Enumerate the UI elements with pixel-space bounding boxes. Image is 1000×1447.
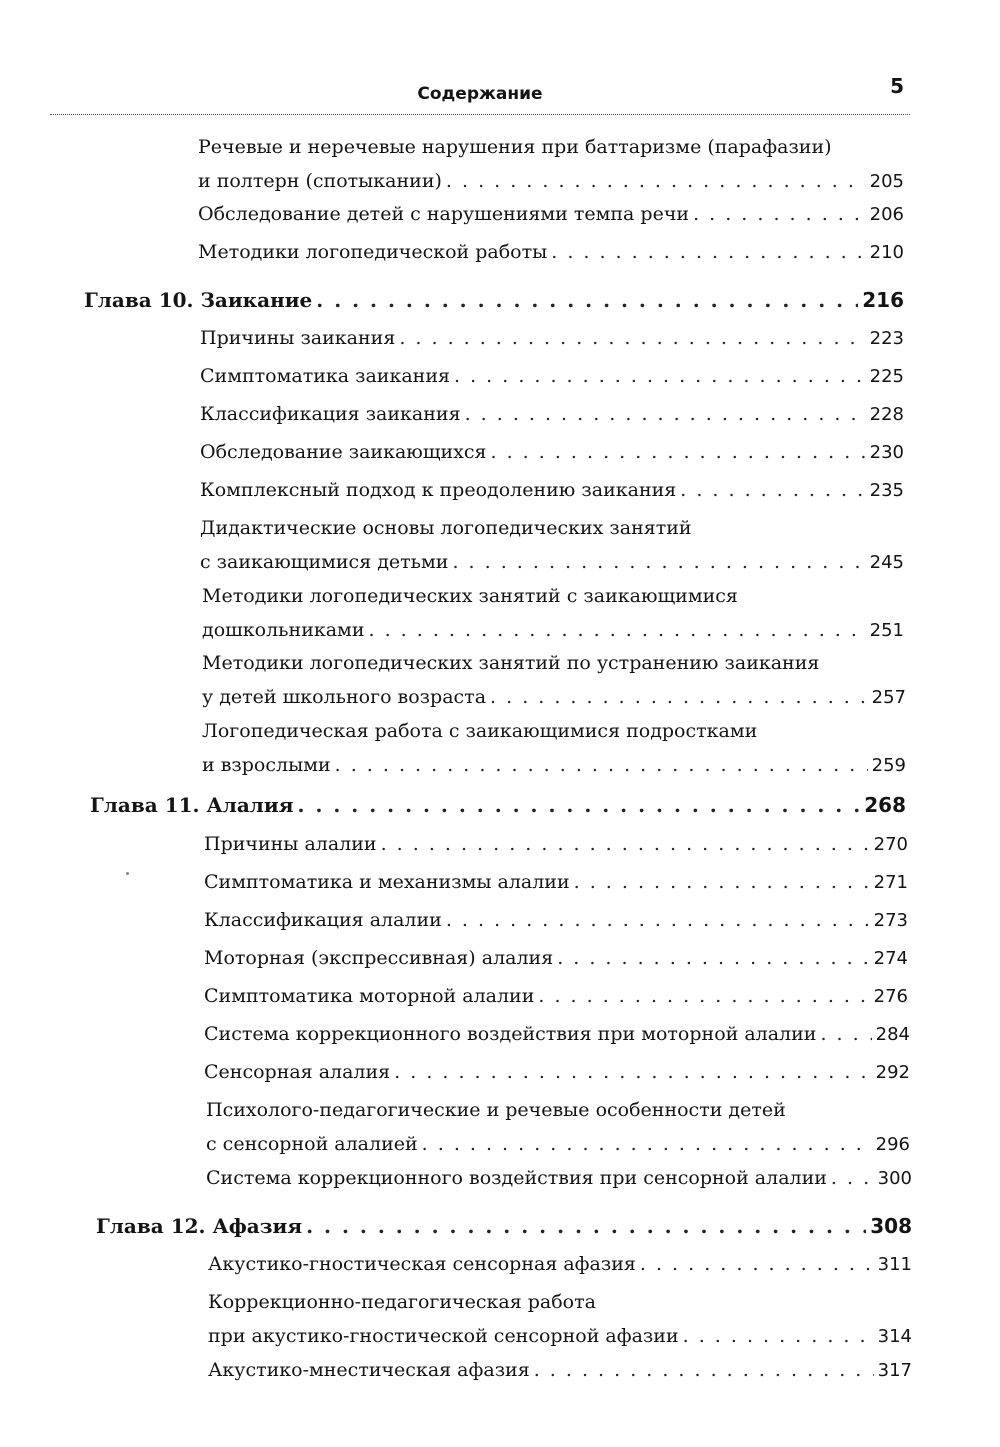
dot-leader xyxy=(534,1353,874,1387)
toc-entry xyxy=(202,579,904,648)
entry-page-number: 205 xyxy=(869,171,904,192)
entry-title-line: у детей школьного возраста xyxy=(202,686,487,708)
entry-title-line: Классификация заикания xyxy=(200,403,461,425)
dot-leader xyxy=(551,235,865,269)
toc-entry xyxy=(204,941,908,976)
toc-entry xyxy=(208,1285,912,1354)
toc-entry xyxy=(202,714,906,783)
entry-page-number: 257 xyxy=(871,687,906,708)
entry-page-number: 251 xyxy=(869,620,904,641)
entry-page-number: 314 xyxy=(877,1326,912,1347)
dot-leader xyxy=(693,197,866,231)
chapter-title: Глава 12. Афазия xyxy=(96,1214,303,1238)
dot-leader xyxy=(491,435,866,469)
page-number: 5 xyxy=(890,74,904,98)
entry-page-number: 274 xyxy=(873,948,908,969)
toc-entry xyxy=(198,197,904,232)
toc-entry xyxy=(198,130,904,199)
entry-title-line: и взрослыми xyxy=(202,754,331,776)
dot-leader xyxy=(640,1247,874,1281)
toc-chapter-12 xyxy=(96,1209,912,1243)
dot-leader xyxy=(446,164,866,198)
entry-title-line: Логопедическая работа с заикающимися подростками xyxy=(202,720,758,742)
entry-page-number: 284 xyxy=(875,1024,910,1045)
dot-leader xyxy=(538,979,869,1013)
dot-leader xyxy=(335,748,868,782)
toc-entry xyxy=(198,235,904,270)
toc-entry xyxy=(206,1161,912,1196)
entry-title-line: Моторная (экспрессивная) алалия xyxy=(204,947,554,969)
toc-chapter-10 xyxy=(84,283,904,317)
chapter-page-number: 216 xyxy=(862,288,904,312)
entry-title-line: Речевые и неречевые нарушения при баттаризме (парафазии) xyxy=(198,136,832,158)
entry-title-line: дошкольниками xyxy=(202,619,365,641)
toc-entry xyxy=(204,1017,910,1052)
toc-entry xyxy=(204,979,908,1014)
toc-entry xyxy=(208,1353,912,1388)
entry-page-number: 206 xyxy=(869,204,904,225)
entry-title-line: Психолого-педагогические и речевые особенности детей xyxy=(206,1099,786,1121)
entry-title-line: Методики логопедических занятий по устранению заикания xyxy=(202,652,820,674)
toc-chapter-11 xyxy=(90,788,906,822)
entry-title-line: Сенсорная алалия xyxy=(204,1061,391,1083)
entry-page-number: 276 xyxy=(873,986,908,1007)
entry-page-number: 230 xyxy=(869,442,904,463)
entry-page-number: 296 xyxy=(875,1134,910,1155)
dot-leader xyxy=(306,1209,866,1243)
dot-leader xyxy=(683,1319,874,1353)
entry-page-number: 225 xyxy=(869,366,904,387)
dot-leader xyxy=(422,1127,872,1161)
dot-leader xyxy=(574,865,870,899)
entry-title-line: Методики логопедической работы xyxy=(198,241,548,263)
entry-title-line: Симптоматика и механизмы алалии xyxy=(204,871,570,893)
entry-title-line: Методики логопедических занятий с заикающимися xyxy=(202,585,738,607)
entry-title-line: Акустико-мнестическая афазия xyxy=(208,1359,530,1381)
toc-entry xyxy=(206,1093,910,1162)
entry-title-line: Симптоматика заикания xyxy=(200,365,450,387)
entry-page-number: 259 xyxy=(871,755,906,776)
dot-leader xyxy=(454,359,866,393)
entry-title-line: Обследование детей с нарушениями темпа речи xyxy=(198,203,690,225)
entry-title-line: и полтерн (спотыкании) xyxy=(198,170,442,192)
entry-title-line: с заикающимися детьми xyxy=(200,551,449,573)
entry-page-number: 235 xyxy=(869,480,904,501)
toc-entry xyxy=(204,827,908,862)
toc-entry xyxy=(200,473,904,508)
dot-leader xyxy=(820,1017,871,1051)
entry-title-line: Акустико-гностическая сенсорная афазия xyxy=(208,1253,636,1275)
entry-page-number: 273 xyxy=(873,910,908,931)
dot-leader xyxy=(490,680,868,714)
entry-title-line: Комплексный подход к преодолению заикания xyxy=(200,479,677,501)
toc-entry xyxy=(202,646,906,715)
dot-leader xyxy=(394,1055,871,1089)
entry-page-number: 271 xyxy=(873,872,908,893)
dot-leader xyxy=(465,397,866,431)
entry-page-number: 300 xyxy=(877,1168,912,1189)
chapter-page-number: 268 xyxy=(864,793,906,817)
dot-leader xyxy=(831,1161,874,1195)
entry-title-line: Классификация алалии xyxy=(204,909,442,931)
entry-title-line: Дидактические основы логопедических занятий xyxy=(200,517,692,539)
entry-page-number: 317 xyxy=(877,1360,912,1381)
chapter-page-number: 308 xyxy=(870,1214,912,1238)
toc-entry xyxy=(204,1055,910,1090)
entry-page-number: 223 xyxy=(869,328,904,349)
entry-title-line: Причины заикания xyxy=(200,327,396,349)
dot-leader xyxy=(680,473,865,507)
entry-title-line: Коррекционно-педагогическая работа xyxy=(208,1291,596,1313)
dot-leader xyxy=(298,788,861,822)
entry-title-line: с сенсорной алалией xyxy=(206,1133,418,1155)
entry-page-number: 228 xyxy=(869,404,904,425)
entry-title-line: Причины алалии xyxy=(204,833,377,855)
dot-leader xyxy=(399,321,865,355)
entry-title-line: Система коррекционного воздействия при моторной алалии xyxy=(204,1023,817,1045)
dot-leader xyxy=(452,545,865,579)
dot-leader xyxy=(316,283,858,317)
toc-entry xyxy=(204,903,908,938)
entry-title-line: при акустико-гностической сенсорной афазии xyxy=(208,1325,679,1347)
entry-page-number: 270 xyxy=(873,834,908,855)
dot-leader xyxy=(381,827,870,861)
toc-entry xyxy=(200,397,904,432)
print-speck xyxy=(126,872,129,875)
dot-leader xyxy=(557,941,869,975)
toc-entry xyxy=(204,865,908,900)
toc-entry xyxy=(200,511,904,580)
toc-entry xyxy=(200,321,904,356)
chapter-title: Глава 10. Заикание xyxy=(84,288,313,312)
entry-page-number: 210 xyxy=(869,242,904,263)
entry-title-line: Симптоматика моторной алалии xyxy=(204,985,535,1007)
entry-page-number: 311 xyxy=(877,1254,912,1275)
entry-title-line: Система коррекционного воздействия при сенсорной алалии xyxy=(206,1167,827,1189)
entry-title-line: Обследование заикающихся xyxy=(200,441,487,463)
toc-entry xyxy=(200,359,904,394)
dot-leader xyxy=(369,613,866,647)
toc-entry xyxy=(200,435,904,470)
toc-entry xyxy=(208,1247,912,1282)
chapter-title: Глава 11. Алалия xyxy=(90,793,294,817)
entry-page-number: 245 xyxy=(869,552,904,573)
dot-leader xyxy=(446,903,870,937)
entry-page-number: 292 xyxy=(875,1062,910,1083)
running-title: Содержание xyxy=(417,84,543,104)
